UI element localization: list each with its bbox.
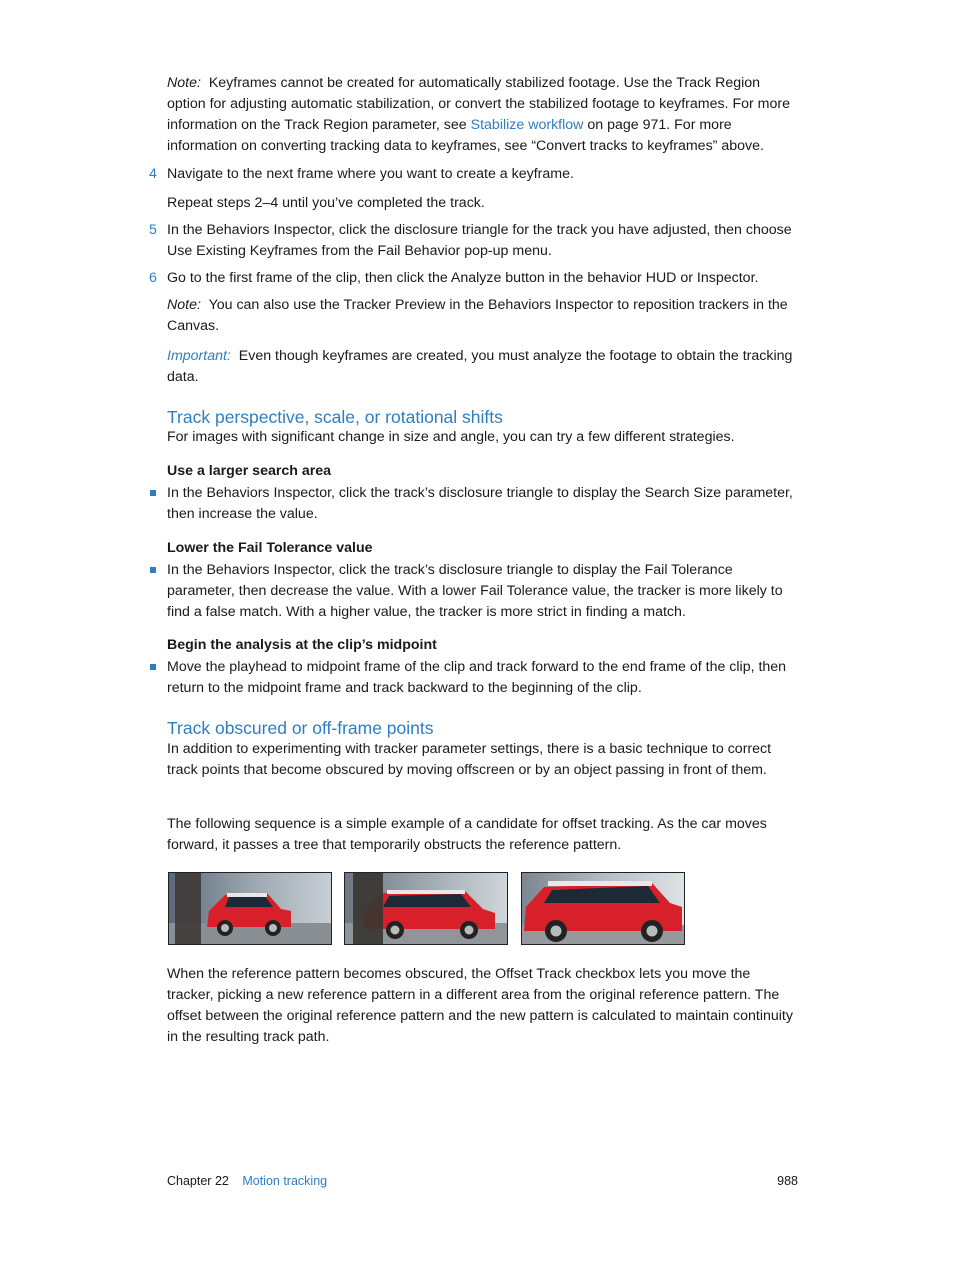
step-6 <box>149 268 797 289</box>
car-photo-frame-3 <box>521 872 685 945</box>
footer-chapter-title-link[interactable]: Motion tracking <box>242 1174 328 1188</box>
car-photo-frame-2 <box>344 872 508 945</box>
bullet-marker <box>150 567 156 573</box>
step-4 <box>149 164 797 185</box>
note-text-a: Keyframes cannot be created for automatically stabilized footage. Use the Track Region option for adjusting automatic stabilization, or convert the stabilized footage to keyframes. For more information on the Track Region parameter, see <box>167 75 790 133</box>
note-keyframes-stabilized <box>167 73 797 157</box>
subheading-fail-tolerance: Lower the Fail Tolerance value <box>167 540 373 556</box>
note-tracker-preview <box>167 295 797 337</box>
car-image <box>345 873 507 944</box>
step-text: Navigate to the next frame where you want to create a keyframe. <box>167 166 574 182</box>
footer-chapter <box>167 1172 327 1190</box>
section-heading-perspective: Track perspective, scale, or rotational shifts <box>167 407 503 427</box>
step-text: In the Behaviors Inspector, click the disclosure triangle for the track you have adjusted, then choose Use Existing Keyframes from the Fail Behavior pop-up menu. <box>167 222 792 259</box>
bullet-text: Move the playhead to midpoint frame of the clip and track forward to the end frame of the clip, then return to the midpoint frame and track backward to the beginning of the clip. <box>167 659 787 696</box>
note-label: Note: <box>167 297 201 313</box>
step-5 <box>149 220 797 262</box>
paragraph <box>167 814 797 856</box>
bullet-marker <box>150 490 156 496</box>
paragraph <box>167 964 797 1048</box>
paragraph <box>167 739 797 781</box>
important-text: Even though keyframes are created, you must analyze the footage to obtain the tracking data. <box>167 348 793 385</box>
section-heading-obscured: Track obscured or off-frame points <box>167 718 434 738</box>
paragraph-text: When the reference pattern becomes obscured, the Offset Track checkbox lets you move the tracker, picking a new reference pattern in a different area from the original reference pattern. The offset between the original reference pattern and the new pattern is calculated to maintain continuity in the resulting track path. <box>167 966 793 1045</box>
important-label: Important: <box>167 348 231 364</box>
subheading-midpoint: Begin the analysis at the clip’s midpoint <box>167 637 437 653</box>
bullet-text: In the Behaviors Inspector, click the track’s disclosure triangle to display the Fail Tolerance parameter, then decrease the value. With a lower Fail Tolerance value, the tracker is more likely to find a false match. With a higher value, the tracker is more strict in finding a match. <box>167 562 783 620</box>
bullet-item <box>167 483 797 525</box>
bullet-item <box>167 560 797 623</box>
bullet-item <box>167 657 797 699</box>
paragraph-text: In addition to experimenting with tracker parameter settings, there is a basic technique to correct track points that become obscured by moving offscreen or by an object passing in front of them. <box>167 741 772 778</box>
car-photo-frame-1 <box>168 872 332 945</box>
note-text-b: on page 971. For more information on converting tracking data to keyframes, see “Convert tracks to keyframes” above. <box>167 117 764 154</box>
page-number: 988 <box>777 1174 798 1188</box>
note-text: You can also use the Tracker Preview in the Behaviors Inspector to reposition trackers in the Canvas. <box>167 297 788 334</box>
subheading-larger-search-area: Use a larger search area <box>167 463 332 479</box>
step-number: 4 <box>149 166 157 182</box>
paragraph-text: The following sequence is a simple example of a candidate for offset tracking. As the car moves forward, it passes a tree that temporarily obstructs the reference pattern. <box>167 816 767 853</box>
repeat-text: Repeat steps 2–4 until you’ve completed the track. <box>167 195 485 211</box>
repeat-steps-text <box>167 193 797 214</box>
section-intro <box>167 427 797 448</box>
important-note <box>167 346 797 388</box>
step-number: 5 <box>149 222 157 238</box>
note-label: Note: <box>167 75 201 91</box>
bullet-text: In the Behaviors Inspector, click the track’s disclosure triangle to display the Search Size parameter, then increase the value. <box>167 485 793 522</box>
bullet-marker <box>150 664 156 670</box>
stabilize-workflow-link[interactable]: Stabilize workflow <box>470 117 584 133</box>
car-image <box>522 873 684 944</box>
step-number: 6 <box>149 270 157 286</box>
car-image <box>169 873 331 944</box>
footer-chapter-number: Chapter 22 <box>167 1174 229 1188</box>
section-intro-text: For images with significant change in size and angle, you can try a few different strategies. <box>167 429 735 445</box>
step-text: Go to the first frame of the clip, then click the Analyze button in the behavior HUD or Inspector. <box>167 270 759 286</box>
